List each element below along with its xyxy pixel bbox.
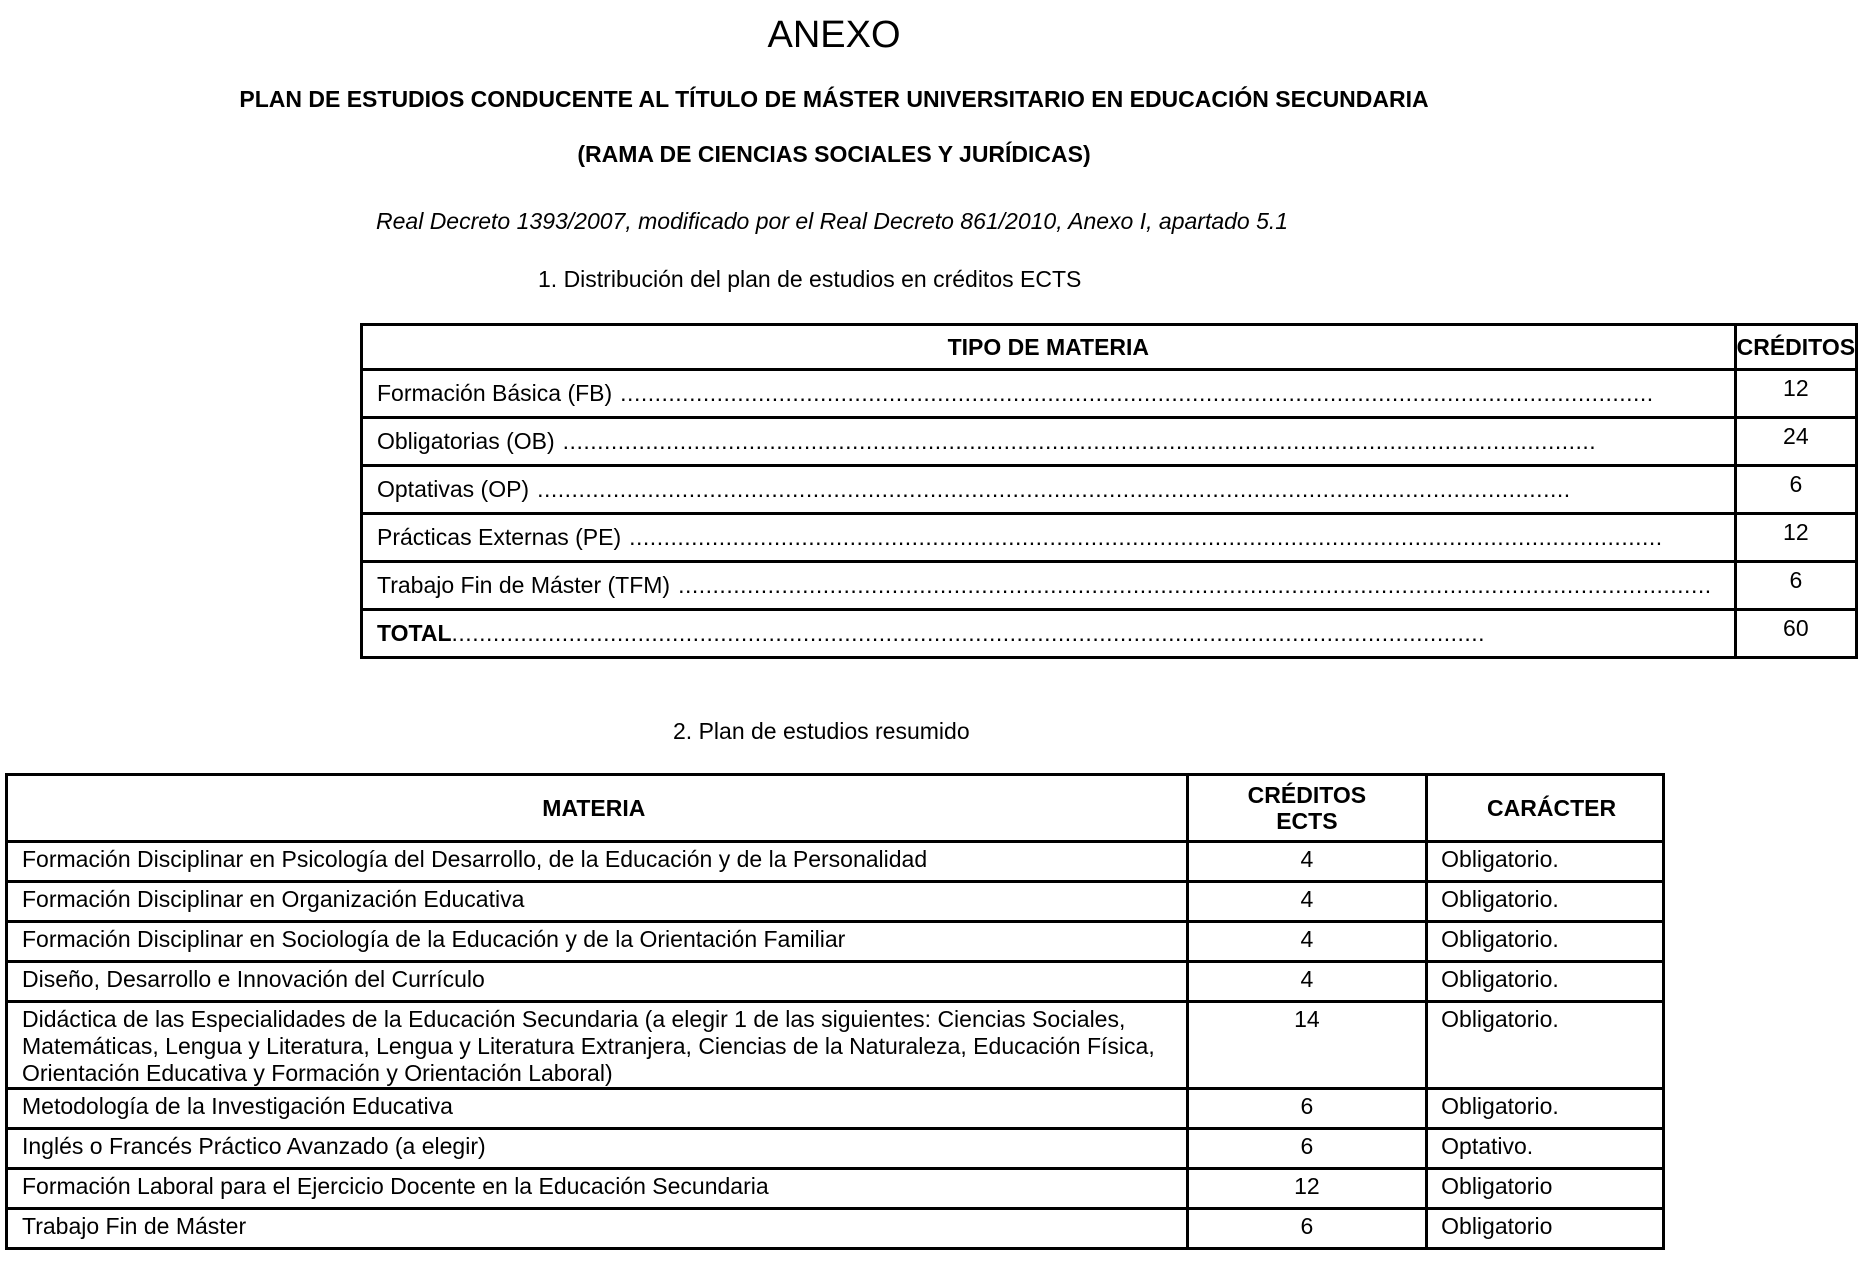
creditos-cell: 6 xyxy=(1187,1129,1427,1169)
materia-cell: Inglés o Francés Práctico Avanzado (a elegir) xyxy=(7,1129,1188,1169)
creditos-cell: 12 xyxy=(1735,370,1856,418)
creditos-cell: 6 xyxy=(1187,1089,1427,1129)
table-row xyxy=(7,882,1664,922)
total-label: TOTAL xyxy=(377,620,452,646)
header-creditos: CRÉDITOS xyxy=(1735,325,1856,370)
tipo-cell xyxy=(362,562,1736,610)
header-creditos-ects xyxy=(1187,775,1427,842)
caracter-cell: Obligatorio xyxy=(1427,1169,1664,1209)
creditos-cell: 6 xyxy=(1187,1209,1427,1249)
tipo-label: Obligatorias (OB) xyxy=(377,428,555,454)
header-materia: MATERIA xyxy=(7,775,1188,842)
materia-cell: Formación Disciplinar en Psicología del Desarrollo, de la Educación y de la Personalidad xyxy=(7,842,1188,882)
header-tipo-materia: TIPO DE MATERIA xyxy=(362,325,1736,370)
creditos-cell: 6 xyxy=(1735,466,1856,514)
tipo-cell xyxy=(362,370,1736,418)
caracter-cell: Obligatorio. xyxy=(1427,1002,1664,1089)
credits-distribution-table xyxy=(360,323,1858,659)
materia-cell: Diseño, Desarrollo e Innovación del Currículo xyxy=(7,962,1188,1002)
tipo-cell xyxy=(362,514,1736,562)
study-plan-table xyxy=(5,773,1665,1250)
dot-leader: ...................................................................................................................................................... xyxy=(629,524,1663,550)
materia-cell: Metodología de la Investigación Educativa xyxy=(7,1089,1188,1129)
table-row xyxy=(362,562,1857,610)
caracter-cell: Obligatorio. xyxy=(1427,922,1664,962)
caracter-cell: Obligatorio. xyxy=(1427,962,1664,1002)
plan-title: PLAN DE ESTUDIOS CONDUCENTE AL TÍTULO DE MÁSTER UNIVERSITARIO EN EDUCACIÓN SECUNDARIA xyxy=(239,86,1429,112)
tipo-label: Optativas (OP) xyxy=(377,476,530,502)
header-creditos-line2: ECTS xyxy=(1276,808,1338,834)
table-row xyxy=(7,962,1664,1002)
caracter-cell: Obligatorio. xyxy=(1427,1089,1664,1129)
tipo-cell xyxy=(362,418,1736,466)
creditos-cell: 6 xyxy=(1735,562,1856,610)
table-header-row xyxy=(7,775,1664,842)
section1-heading: 1. Distribución del plan de estudios en créditos ECTS xyxy=(538,266,1082,292)
caracter-cell: Obligatorio. xyxy=(1427,882,1664,922)
creditos-cell: 4 xyxy=(1187,882,1427,922)
creditos-cell: 4 xyxy=(1187,922,1427,962)
table-row xyxy=(362,466,1857,514)
section2-heading: 2. Plan de estudios resumido xyxy=(673,718,970,744)
creditos-cell: 12 xyxy=(1735,514,1856,562)
dot-leader: ...................................................................................................................................................... xyxy=(562,428,1597,454)
caracter-cell: Obligatorio xyxy=(1427,1209,1664,1249)
caracter-cell: Obligatorio. xyxy=(1427,842,1664,882)
total-creditos-cell: 60 xyxy=(1735,610,1856,658)
materia-cell: Formación Laboral para el Ejercicio Docente en la Educación Secundaria xyxy=(7,1169,1188,1209)
header-creditos-line1: CRÉDITOS xyxy=(1247,782,1367,808)
creditos-cell: 12 xyxy=(1187,1169,1427,1209)
materia-cell: Didáctica de las Especialidades de la Educación Secundaria (a elegir 1 de las siguientes: Ciencias Sociales, Matemáticas, Lengua y Literatura, Lengua y Literatura Extranjera, Ciencias de la Naturaleza, Educación Física, Orientación Educativa y Formación y Orientación Laboral) xyxy=(7,1002,1188,1089)
table-row xyxy=(7,1169,1664,1209)
total-row xyxy=(362,610,1857,658)
table-row xyxy=(7,1209,1664,1249)
header-caracter: CARÁCTER xyxy=(1427,775,1664,842)
table-row xyxy=(362,514,1857,562)
legal-reference: Real Decreto 1393/2007, modificado por el Real Decreto 861/2010, Anexo I, apartado 5.1 xyxy=(376,208,1289,234)
total-label-cell xyxy=(362,610,1736,658)
dot-leader: ...................................................................................................................................................... xyxy=(678,572,1712,598)
tipo-cell xyxy=(362,466,1736,514)
table-row xyxy=(7,1089,1664,1129)
materia-cell: Formación Disciplinar en Organización Educativa xyxy=(7,882,1188,922)
table-row xyxy=(7,1002,1664,1089)
document-title: ANEXO xyxy=(767,14,901,56)
dot-leader: ...................................................................................................................................................... xyxy=(451,620,1486,646)
tipo-label: Trabajo Fin de Máster (TFM) xyxy=(377,572,671,598)
creditos-cell: 4 xyxy=(1187,962,1427,1002)
creditos-cell: 14 xyxy=(1187,1002,1427,1089)
table-row xyxy=(7,922,1664,962)
dot-leader: ...................................................................................................................................................... xyxy=(620,380,1654,406)
table-row xyxy=(362,418,1857,466)
caracter-cell: Optativo. xyxy=(1427,1129,1664,1169)
creditos-cell: 24 xyxy=(1735,418,1856,466)
table-header-row xyxy=(362,325,1857,370)
branch-subtitle: (RAMA DE CIENCIAS SOCIALES Y JURÍDICAS) xyxy=(577,141,1091,167)
tipo-label: Formación Básica (FB) xyxy=(377,380,613,406)
table-row xyxy=(362,370,1857,418)
materia-cell: Formación Disciplinar en Sociología de la Educación y de la Orientación Familiar xyxy=(7,922,1188,962)
materia-cell: Trabajo Fin de Máster xyxy=(7,1209,1188,1249)
dot-leader: ...................................................................................................................................................... xyxy=(537,476,1571,502)
table-row xyxy=(7,842,1664,882)
creditos-cell: 4 xyxy=(1187,842,1427,882)
table-row xyxy=(7,1129,1664,1169)
tipo-label: Prácticas Externas (PE) xyxy=(377,524,622,550)
